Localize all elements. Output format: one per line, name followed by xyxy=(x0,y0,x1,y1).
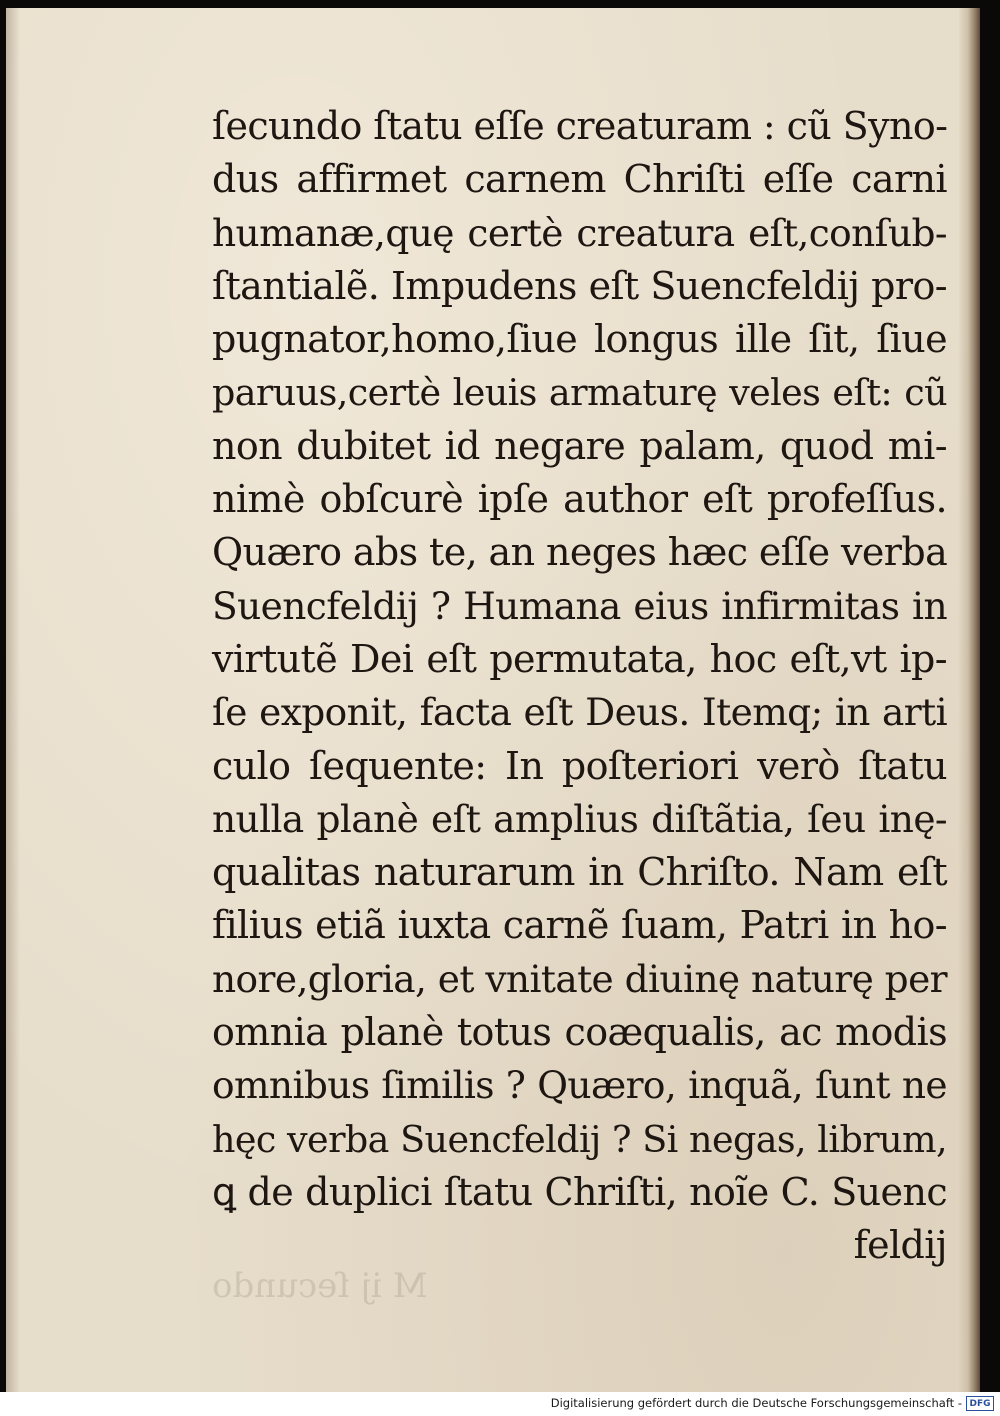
text-line: qualitas naturarum in Chriſto. Nam eſt xyxy=(212,850,947,895)
text-line: nulla planè eſt amplius diſtãtia, ſeu inę- xyxy=(212,796,947,841)
dfg-logo-icon: DFG xyxy=(966,1396,994,1411)
text-line: Quæro abs te, an neges hæc eſſe verba xyxy=(212,530,948,575)
text-line: Suencfeldij ? Humana eius infirmitas in xyxy=(212,583,947,628)
catchword: feldij xyxy=(853,1223,947,1268)
text-line: non dubitet id negare palam, quod mi- xyxy=(212,423,947,468)
text-line: culo ſequente: In poſteriori verò ſtatu xyxy=(212,743,947,788)
page-edge xyxy=(958,8,980,1392)
footer-bar xyxy=(0,1392,1000,1416)
text-line: pugnator,homo,ſiue longus ille ſit, ſiue xyxy=(212,317,947,362)
text-line: ꝗ de duplici ſtatu Chriſti, noĩe C. Suenc xyxy=(212,1169,947,1214)
text-line: dus affirmet carnem Chriſti eſſe carni xyxy=(212,157,947,202)
text-block xyxy=(212,100,947,1273)
text-line: omnia planè totus coæqualis, ac modis xyxy=(212,1010,947,1055)
page-gutter-shadow xyxy=(6,8,20,1392)
text-line: virtutẽ Dei eſt permutata, hoc eſt,vt ip- xyxy=(212,636,947,681)
text-line: ſecundo ſtatu eſſe creaturam : cũ Syno- xyxy=(212,104,948,148)
text-line: filius etiã iuxta carnẽ ſuam, Patri in ho- xyxy=(212,903,947,948)
text-line: omnibus ſimilis ? Quæro, inquã, ſunt ne xyxy=(212,1063,947,1108)
text-line: ſtantialẽ. Impudens eſt Suencfeldij pro- xyxy=(212,263,947,308)
text-line: nimè obſcurè ipſe author eſt profeſſus. xyxy=(212,477,947,522)
bleed-through-text: M ij ſecundo xyxy=(212,1266,428,1306)
text-line: humanæ,quę certè creatura eſt,conſub- xyxy=(212,210,947,255)
text-line: nore,gloria, et vnitate diuinę naturę per xyxy=(212,956,947,1001)
text-line: hęc verba Suencfeldij ? Si negas, librum, xyxy=(212,1117,947,1161)
text-line: ſe exponit, facta eſt Deus. Itemq; in arti xyxy=(212,690,947,735)
footer-credit: Digitalisierung gefördert durch die Deutsche Forschungsgemeinschaft - xyxy=(550,1396,962,1410)
text-line: paruus,certè leuis armaturę veles eſt: cũ xyxy=(212,371,947,415)
